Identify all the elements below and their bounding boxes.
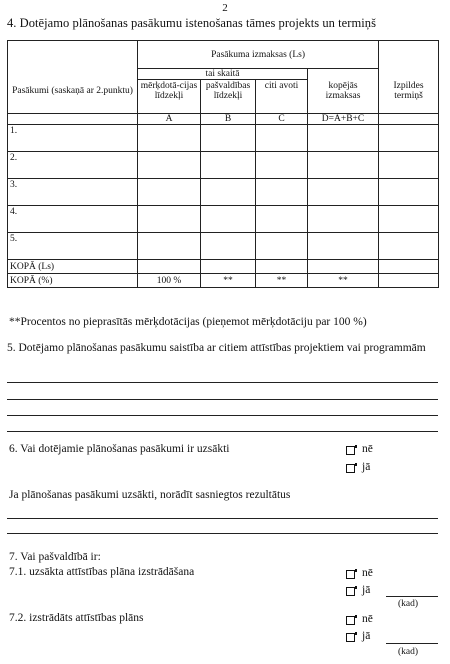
column-a-header: mērķdotā-cijas līdzekļi (138, 80, 201, 114)
answer-line[interactable] (7, 415, 438, 416)
table-cell[interactable] (138, 152, 201, 179)
table-cell[interactable] (138, 179, 201, 206)
answer-line[interactable] (7, 382, 438, 383)
table-cell[interactable] (256, 206, 308, 233)
section-6-question: 6. Vai dotējamie plānošanas pasākumi ir uzsākti (9, 443, 230, 455)
item-7-1: 7.1. uzsākta attīstības plāna izstrādāšana (9, 566, 195, 578)
table-cell[interactable] (308, 179, 379, 206)
activity-column-header: Pasākumi (saskaņā ar 2.punktu) (8, 69, 138, 114)
when-label: (kad) (398, 599, 419, 609)
checkbox-no[interactable] (346, 446, 355, 455)
table-cell[interactable] (379, 260, 439, 274)
cost-estimate-table (7, 40, 439, 288)
total-ls-label: KOPĀ (Ls) (8, 260, 138, 274)
page-number: 2 (222, 2, 228, 14)
column-c-header: citi avoti (256, 80, 308, 114)
table-cell[interactable] (379, 233, 439, 260)
activity-header-top (8, 41, 138, 69)
checkbox-7-1-yes[interactable] (346, 587, 355, 596)
letter-row-blank (8, 114, 138, 125)
section-7-question: 7. Vai pašvaldībā ir: (9, 551, 101, 563)
yes-label: jā (362, 461, 371, 473)
pct-a: 100 % (138, 274, 201, 288)
answer-line[interactable] (7, 431, 438, 432)
total-cost-column-header: kopējās izmaksas (308, 69, 379, 114)
answer-line[interactable] (7, 399, 438, 400)
table-row-label: 5. (8, 233, 138, 260)
no-label: nē (362, 443, 373, 455)
section-5-text: 5. Dotējamo plānošanas pasākumu saistība ar citiem attīstības projektiem vai programmām (7, 342, 426, 354)
table-row-label: 3. (8, 179, 138, 206)
letter-c: C (256, 114, 308, 125)
results-prompt: Ja plānošanas pasākumi uzsākti, norādīt sasniegtos rezultātus (9, 489, 291, 501)
table-cell[interactable] (308, 152, 379, 179)
table-cell[interactable] (256, 125, 308, 152)
table-cell[interactable] (308, 125, 379, 152)
checkbox-7-2-no[interactable] (346, 616, 355, 625)
table-cell[interactable] (201, 125, 256, 152)
table-cell[interactable] (379, 125, 439, 152)
term-column-header: Izpildes termiņš (379, 69, 439, 114)
section-4-heading: 4. Dotējamo plānošanas pasākumu istenošanas tāmes projekts un termiņš (7, 16, 377, 30)
letter-a: A (138, 114, 201, 125)
table-row-label: 1. (8, 125, 138, 152)
total-pct-label: KOPĀ (%) (8, 274, 138, 288)
letter-b: B (201, 114, 256, 125)
table-row-label: 4. (8, 206, 138, 233)
table-cell[interactable] (379, 274, 439, 288)
when-label: (kad) (398, 647, 419, 657)
table-cell[interactable] (308, 206, 379, 233)
table-cell[interactable] (201, 260, 256, 274)
table-cell[interactable] (256, 179, 308, 206)
pct-d: ** (308, 274, 379, 288)
no-label: nē (362, 613, 373, 625)
table-cell[interactable] (138, 260, 201, 274)
table-cell[interactable] (138, 206, 201, 233)
table-cell[interactable] (379, 206, 439, 233)
checkbox-yes[interactable] (346, 464, 355, 473)
incl-header: tai skaitā (138, 69, 308, 80)
table-cell[interactable] (256, 152, 308, 179)
checkbox-7-2-yes[interactable] (346, 633, 355, 642)
item-7-2: 7.2. izstrādāts attīstības plāns (9, 612, 144, 624)
table-cell[interactable] (379, 152, 439, 179)
table-cell[interactable] (201, 179, 256, 206)
column-b-header: pašvaldības līdzekļi (201, 80, 256, 114)
letter-row-term-blank (379, 114, 439, 125)
table-cell[interactable] (201, 152, 256, 179)
yes-label: jā (362, 584, 371, 596)
cost-group-header: Pasākuma izmaksas (Ls) (138, 41, 379, 69)
table-cell[interactable] (201, 206, 256, 233)
checkbox-7-1-no[interactable] (346, 570, 355, 579)
answer-line[interactable] (7, 518, 438, 519)
table-row-label: 2. (8, 152, 138, 179)
date-line[interactable] (386, 643, 438, 644)
no-label: nē (362, 567, 373, 579)
table-cell[interactable] (256, 260, 308, 274)
pct-b: ** (201, 274, 256, 288)
answer-line[interactable] (7, 533, 438, 534)
table-cell[interactable] (256, 233, 308, 260)
table-cell[interactable] (308, 233, 379, 260)
letter-d: D=A+B+C (308, 114, 379, 125)
table-cell[interactable] (138, 125, 201, 152)
table-cell[interactable] (379, 179, 439, 206)
footnote: **Procentos no pieprasītās mērķdotācijas (pieņemot mērķdotāciju par 100 %) (9, 316, 367, 328)
pct-c: ** (256, 274, 308, 288)
term-header-top (379, 41, 439, 69)
yes-label: jā (362, 630, 371, 642)
date-line[interactable] (386, 596, 438, 597)
table-cell[interactable] (201, 233, 256, 260)
table-cell[interactable] (138, 233, 201, 260)
table-cell[interactable] (308, 260, 379, 274)
